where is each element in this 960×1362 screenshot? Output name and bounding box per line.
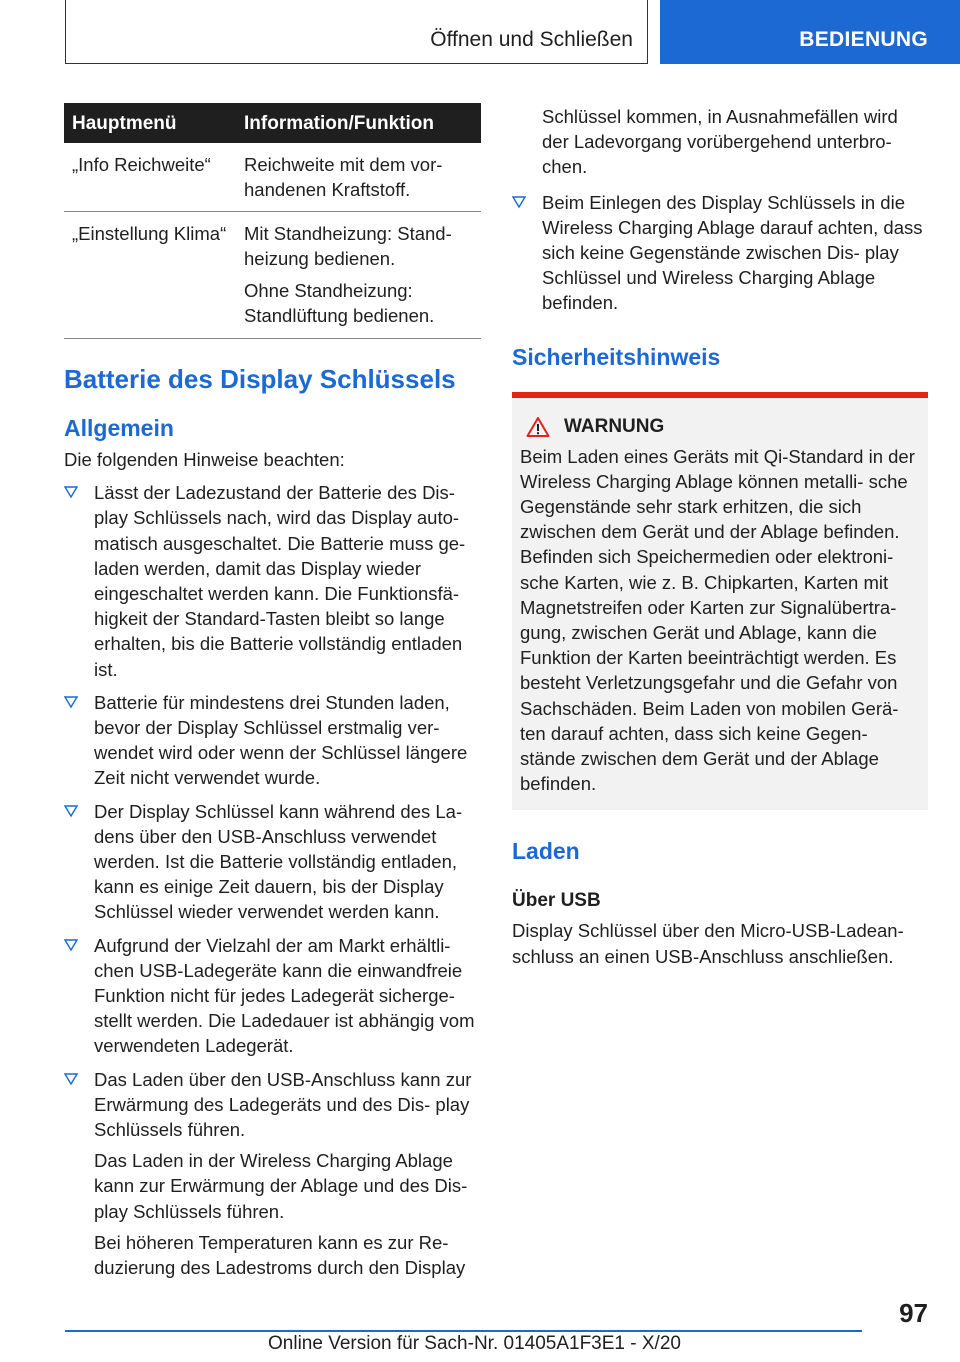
header-section-tab [660, 0, 960, 64]
list-item-text: Batterie für mindestens drei Stunden laden, bevor der Display Schlüssel erstmalig ver- wendet wird oder wenn der Schlüssel längere Zeit nicht verwendet wurde. [94, 691, 468, 789]
table-cell-menu: „Einstellung Klima“ [64, 212, 236, 339]
list-item-text: Beim Einlegen des Display Schlüssels in die Wireless Charging Ablage darauf achten, dass sich keine Gegenstände zwischen Dis- play Schlüssel und Wireless Charging Ablage befinden. [542, 191, 923, 314]
table-cell-info [236, 143, 481, 212]
list-item-text: Das Laden in der Wireless Charging Ablage kann zur Erwärmung der Ablage und des Dis- play Schlüssels führen. [94, 1150, 468, 1222]
usb-text: Display Schlüssel über den Micro-USB-Ladean- schluss an einen USB-Anschluss anschließen. [512, 920, 904, 967]
charging-title: Laden [512, 838, 580, 865]
charging-hint-list [512, 190, 928, 316]
table-cell-text: Reichweite mit dem vor- handenen Kraftstoff. [244, 154, 443, 200]
main-menu-table [64, 103, 481, 339]
safety-title: Sicherheitshinweis [512, 343, 721, 370]
list-item-text: Das Laden über den USB-Anschluss kann zur Erwärmung des Ladegeräts und des Dis- play Schlüssels führen. [94, 1068, 472, 1141]
table-row [64, 212, 481, 339]
table-row [64, 143, 481, 212]
triangle-bullet-icon [64, 1072, 78, 1086]
footer-text: Online Version für Sach-Nr. 01405A1F3E1 - X/20 [268, 1333, 681, 1354]
triangle-bullet-icon [512, 195, 526, 209]
list-item-text: Der Display Schlüssel kann während des La- dens über den USB-Anschluss verwendet werden. Ist die Batterie vollständig entladen, kann es einige Zeit dauern, bis der Display Schlüssel wieder verwendet werden kann. [94, 800, 463, 923]
usb-subtitle: Über USB [512, 890, 601, 912]
triangle-bullet-icon [64, 485, 78, 499]
page-number: 97 [899, 1298, 928, 1328]
table-cell-info [236, 212, 481, 339]
header-section-label: BEDIENUNG [799, 28, 928, 51]
list-item-text: Bei höheren Temperaturen kann es zur Re- duzierung des Ladestroms durch den Display [94, 1231, 466, 1279]
list-item-text: Lässt der Ladezustand der Batterie des Dis- play Schlüssels nach, wird das Display auto- matisch ausgeschaltet. Die Batterie muss ge- laden werden, damit das Display wieder eingeschaltet werden kann. Die Funktionsfä- higkeit der Standard-Tasten bleibt so lange erhalten, bis die Batterie vollständig entladen ist. [94, 482, 466, 680]
right-column [512, 103, 928, 969]
list-item-text: Aufgrund der Vielzahl der am Markt erhältli- chen USB-Ladegeräte kann die einwandfreie Funktion nicht für jedes Ladegerät sicherge- stellt werden. Die Ladedauer ist abhängig vom verwendeten Ladegerät. [94, 934, 475, 1057]
warning-text: Beim Laden eines Geräts mit Qi-Standard in der Wireless Charging Ablage können metalli- sche Gegenstände sehr stark erhitzen, die sich zwischen dem Gerät und der Ablage befinden. Befinden sich Speichermedien oder elektroni- sche Karten, wie z. B. Chipkarten, Karten mit Magnetstreifen oder Karten zur Signalübertra- gung, zwischen Gerät und Ablage, kann die Funktion der Karten beeinträchtigt werden. Es besteht Verletzungsgefahr und die Gefahr von Sachschäden. Beim Laden von mobilen Gerä- ten darauf achten, dass sich keine Gegen- stände zwischen dem Gerät und der Ablage befinden. [520, 445, 915, 795]
header-chapter-title: Öffnen und Schließen [430, 28, 633, 51]
table-header-info: Information/Funktion [236, 103, 481, 143]
table-header-row [64, 103, 481, 143]
footer-divider [65, 1330, 862, 1332]
list-item [512, 190, 928, 316]
list-item [64, 480, 482, 682]
continued-text: Schlüssel kommen, in Ausnahmefällen wird der Ladevorgang vorübergehend unterbro- chen. [542, 106, 898, 178]
list-item [64, 1067, 482, 1281]
warning-triangle-icon [526, 416, 550, 438]
table-cell-menu: „Info Reichweite“ [64, 143, 236, 212]
header-chapter-box [65, 0, 648, 64]
warning-header [520, 416, 920, 438]
list-item [64, 933, 482, 1059]
table-header-menu: Hauptmenü [64, 103, 236, 143]
table-cell-text: Ohne Standheizung: Standlüftung bedienen. [244, 280, 435, 326]
warning-label: WARNUNG [564, 415, 665, 437]
list-item [64, 799, 482, 925]
triangle-bullet-icon [64, 695, 78, 709]
triangle-bullet-icon [64, 938, 78, 952]
general-subtitle: Allgemein [64, 415, 174, 441]
battery-intro: Die folgenden Hinweise beachten: [64, 449, 345, 470]
table-cell-text: Mit Standheizung: Stand- heizung bedienen. [244, 223, 452, 269]
list-item [64, 690, 482, 791]
triangle-bullet-icon [64, 804, 78, 818]
warning-box [512, 392, 928, 811]
battery-hint-list [64, 480, 482, 1280]
battery-section-title: Batterie des Display Schlüssels [64, 364, 456, 394]
left-column [64, 103, 482, 1288]
